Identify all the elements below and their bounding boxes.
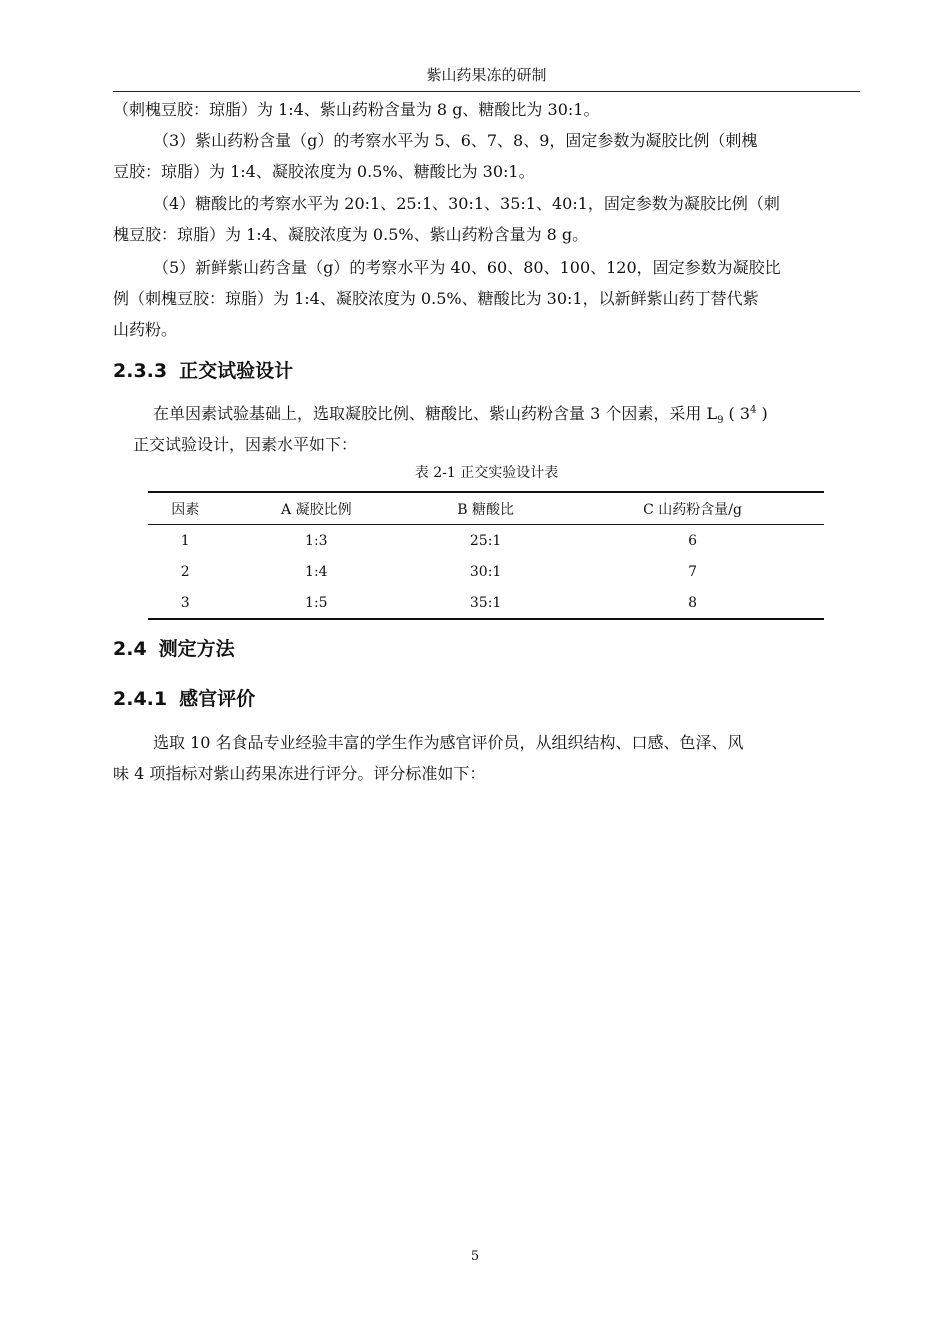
paragraph-line: 豆胶：琼脂）为 1:4、凝胶浓度为 0.5%、糖酸比为 30:1。	[113, 162, 535, 181]
section-heading-2-3-3	[113, 357, 293, 385]
table-header-row	[148, 492, 824, 525]
table-cell: 6	[688, 532, 697, 549]
table-cell: 2	[180, 563, 190, 580]
table-cell: 25:1	[469, 532, 502, 549]
table-cell: 1	[180, 532, 190, 549]
section-number: 2.4	[113, 638, 147, 660]
paragraph-continuation	[113, 94, 860, 125]
paragraph-line: 槐豆胶：琼脂）为 1:4、凝胶浓度为 0.5%、紫山药粉含量为 8 g。	[113, 225, 589, 244]
paragraph-factor-5	[113, 252, 860, 345]
table-row	[148, 556, 824, 587]
page-header-title: 紫山药果冻的研制	[426, 66, 547, 84]
paragraph-line: （刺槐豆胶：琼脂）为 1:4、紫山药粉含量为 8 g、糖酸比为 30:1。	[113, 100, 600, 119]
paragraph-sensory-evaluation	[113, 727, 860, 789]
paragraph-factor-4	[113, 188, 860, 250]
section-number: 2.3.3	[113, 360, 168, 382]
section-heading-2-4-1	[113, 685, 255, 713]
table-cell: 35:1	[469, 594, 502, 611]
section-title: 测定方法	[158, 638, 235, 660]
header-divider	[113, 91, 860, 92]
table-row	[148, 587, 824, 619]
paragraph-line: 味 4 项指标对紫山药果冻进行评分。评分标准如下：	[113, 764, 486, 783]
text-run: )	[756, 404, 768, 423]
paragraph-line: （3）紫山药粉含量（g）的考察水平为 5、6、7、8、9，固定参数为凝胶比例（刺槐	[153, 131, 758, 150]
orthogonal-design-table	[148, 491, 824, 620]
paragraph-line: 选取 10 名食品专业经验丰富的学生作为感官评价员，从组织结构、口感、色泽、风	[153, 733, 744, 752]
paragraph-line	[113, 398, 860, 429]
table-header-cell: 因素	[171, 501, 200, 518]
paragraph-factor-3	[113, 125, 860, 187]
section-title: 正交试验设计	[179, 360, 294, 382]
superscript: 4	[750, 404, 757, 416]
paragraph-line: 例（刺槐豆胶：琼脂）为 1:4、凝胶浓度为 0.5%、糖酸比为 30:1，以新鲜紫山药丁替代紫	[113, 289, 759, 308]
table-cell: 30:1	[469, 563, 502, 580]
text-run: 在单因素试验基础上，选取凝胶比例、糖酸比、紫山药粉含量 3 个因素，采用 L	[153, 404, 718, 423]
section-title: 感官评价	[179, 688, 256, 710]
subscript: 9	[717, 415, 724, 427]
table-cell: 1:4	[305, 563, 328, 580]
table-cell: 1:3	[305, 532, 328, 549]
section-heading-2-4	[113, 635, 235, 663]
table-cell: 8	[688, 594, 697, 611]
paragraph-line: 正交试验设计，因素水平如下：	[133, 435, 358, 454]
paragraph-line: （4）糖酸比的考察水平为 20:1、25:1、30:1、35:1、40:1，固定参数为凝胶比例（刺	[153, 194, 780, 213]
text-run: ( 3	[723, 404, 751, 423]
table-header-cell: B 糖酸比	[457, 501, 514, 518]
paragraph-line: （5）新鲜紫山药含量（g）的考察水平为 40、60、80、100、120，固定参数为凝胶比	[153, 258, 781, 277]
section-number: 2.4.1	[113, 688, 168, 710]
table-cell: 3	[180, 594, 190, 611]
table-row	[148, 525, 824, 557]
table-cell: 1:5	[305, 594, 328, 611]
paragraph-line: 山药粉。	[113, 320, 178, 339]
table-header-cell: A 凝胶比例	[281, 501, 352, 518]
page-number: 5	[470, 1249, 480, 1264]
table-header-cell: C 山药粉含量/g	[643, 501, 742, 518]
paragraph-orthogonal-design	[113, 398, 860, 460]
table-cell: 7	[688, 563, 697, 580]
table-caption: 表 2-1 正交实验设计表	[414, 465, 559, 481]
